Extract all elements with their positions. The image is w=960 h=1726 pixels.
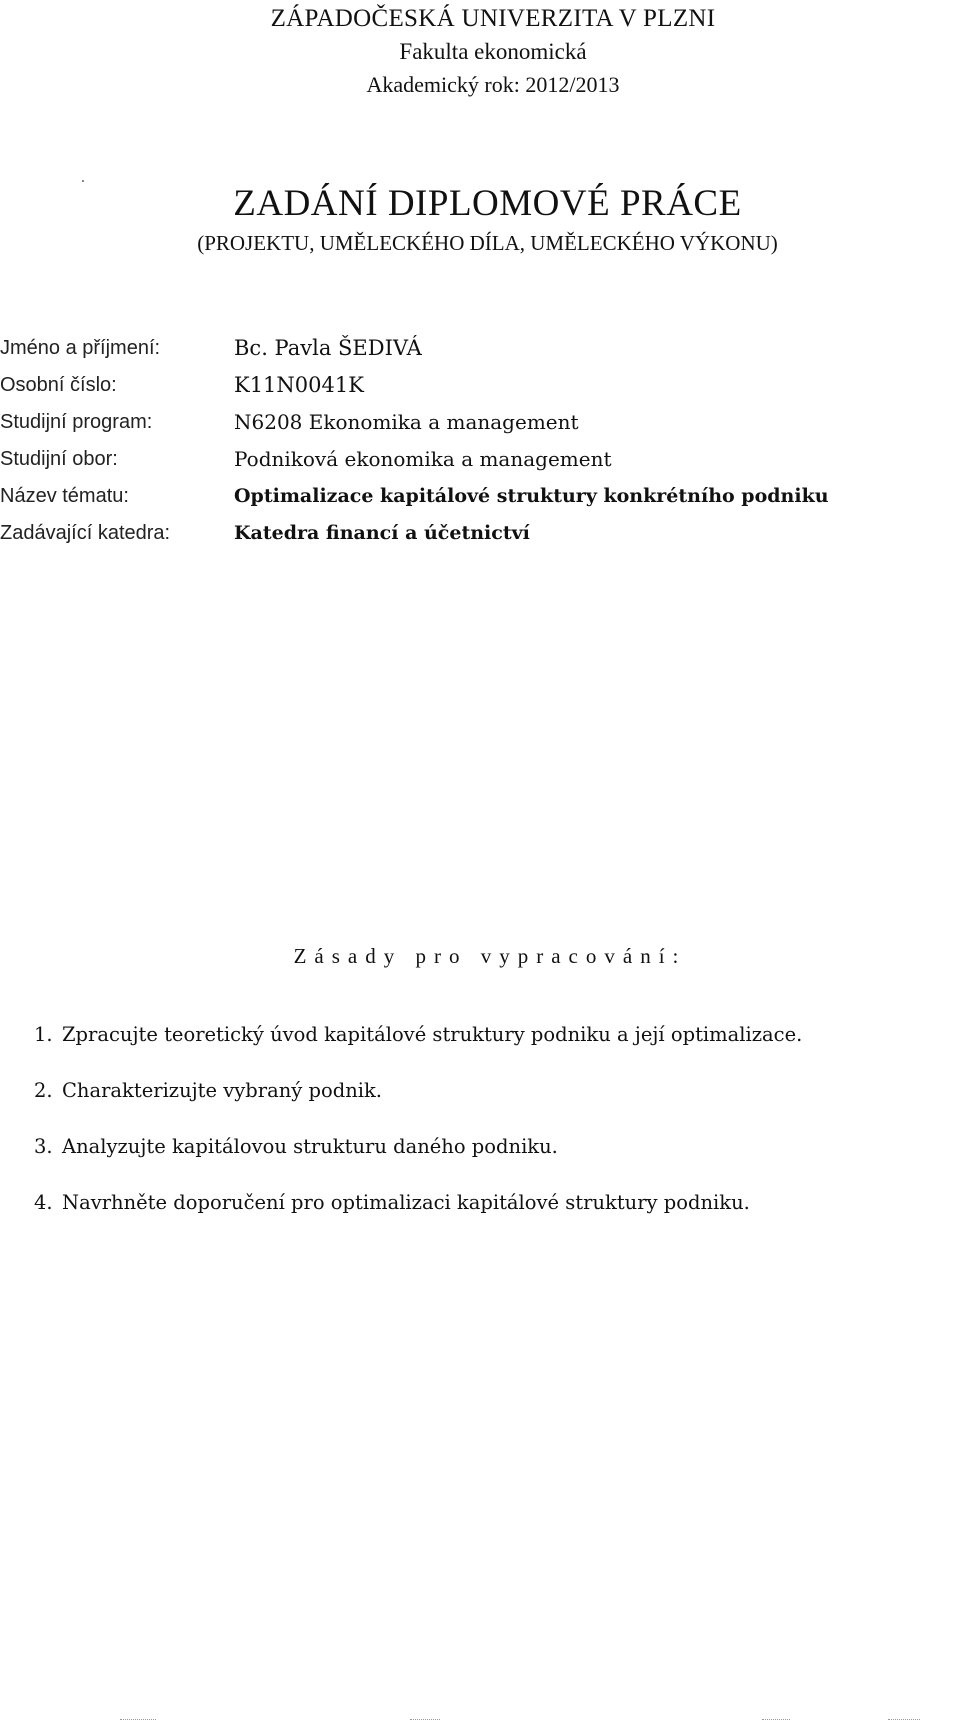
document-title: ZADÁNÍ DIPLOMOVÉ PRÁCE	[233, 183, 742, 224]
info-label: Název tématu:	[0, 485, 129, 507]
info-row-topic	[0, 478, 960, 515]
scan-mark	[410, 1719, 440, 1721]
info-table	[0, 330, 960, 552]
list-item	[34, 1188, 934, 1219]
document-header	[0, 2, 960, 102]
list-item-text: Analyzujte kapitálovou strukturu daného podniku.	[62, 1135, 558, 1158]
faculty-name: Fakulta ekonomická	[399, 39, 587, 64]
list-item-number: 3.	[34, 1135, 53, 1158]
scan-mark	[120, 1719, 156, 1721]
list-item-number: 2.	[34, 1079, 53, 1102]
list-item	[34, 1132, 934, 1163]
info-value: Katedra financí a účetnictví	[234, 522, 530, 544]
scan-mark	[762, 1719, 790, 1721]
info-row-field	[0, 441, 960, 478]
principles-list	[34, 1020, 934, 1244]
list-item-number: 1.	[34, 1023, 53, 1046]
info-value: N6208 Ekonomika a management	[234, 410, 579, 434]
document-subtitle: (PROJEKTU, UMĚLECKÉHO DÍLA, UMĚLECKÉHO VÝKONU)	[197, 231, 778, 255]
info-label: Zadávající katedra:	[0, 522, 171, 544]
info-value: Podniková ekonomika a management	[234, 447, 612, 471]
title-block	[0, 180, 960, 258]
list-item-text: Zpracujte teoretický úvod kapitálové struktury podniku a její optimalizace.	[62, 1023, 803, 1046]
info-label: Jméno a příjmení:	[0, 337, 161, 359]
info-label: Studijní program:	[0, 411, 153, 433]
info-label: Osobní číslo:	[0, 374, 117, 396]
info-value: Optimalizace kapitálové struktury konkrétního podniku	[234, 485, 829, 507]
academic-year: Akademický rok: 2012/2013	[366, 72, 620, 97]
info-row-department	[0, 515, 960, 552]
info-row-program	[0, 404, 960, 441]
list-item	[34, 1020, 934, 1051]
principles-heading: Zásady pro vypracování:	[293, 944, 687, 968]
list-item-number: 4.	[34, 1191, 53, 1214]
info-label: Studijní obor:	[0, 448, 118, 470]
scan-mark	[888, 1719, 920, 1721]
info-row-name	[0, 330, 960, 367]
list-item-text: Navrhněte doporučení pro optimalizaci kapitálové struktury podniku.	[62, 1191, 750, 1214]
university-name: ZÁPADOČESKÁ UNIVERZITA V PLZNI	[270, 5, 716, 32]
list-item-text: Charakterizujte vybraný podnik.	[62, 1079, 383, 1102]
info-value: K11N0041K	[234, 373, 364, 397]
info-value: Bc. Pavla ŠEDIVÁ	[234, 336, 422, 360]
info-row-id	[0, 367, 960, 404]
list-item	[34, 1076, 934, 1107]
